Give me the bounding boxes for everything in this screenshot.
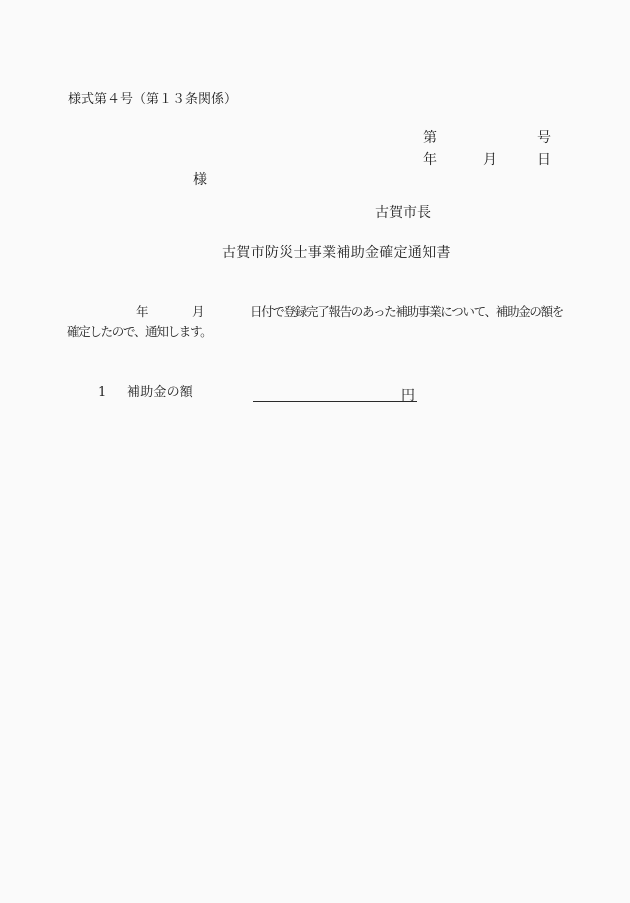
document-title: 古賀市防災士事業補助金確定通知書 [222,245,451,261]
doc-number-suffix-label: 号 [537,130,551,146]
body-year-label: 年 [136,304,148,319]
amount-unit-label: 円 [401,388,415,404]
date-year-label: 年 [423,152,437,168]
body-month-label: 月 [192,304,204,319]
addressee-honorific: 様 [193,172,207,188]
date-day-label: 日 [537,152,551,168]
amount-blank-underline [253,385,417,402]
date-month-label: 月 [483,152,497,168]
sender-name: 古賀市長 [375,205,431,221]
form-number-label: 様式第４号（第１３条関係） [68,92,238,107]
doc-number-prefix-label: 第 [423,130,437,146]
body-line1-text: 日付で登録完了報告のあった補助事業について、補助金の額を [250,304,563,319]
item-label: 補助金の額 [127,385,194,400]
item-number: 1 [98,385,107,400]
body-line2-text: 確定したので、通知します。 [67,324,212,339]
